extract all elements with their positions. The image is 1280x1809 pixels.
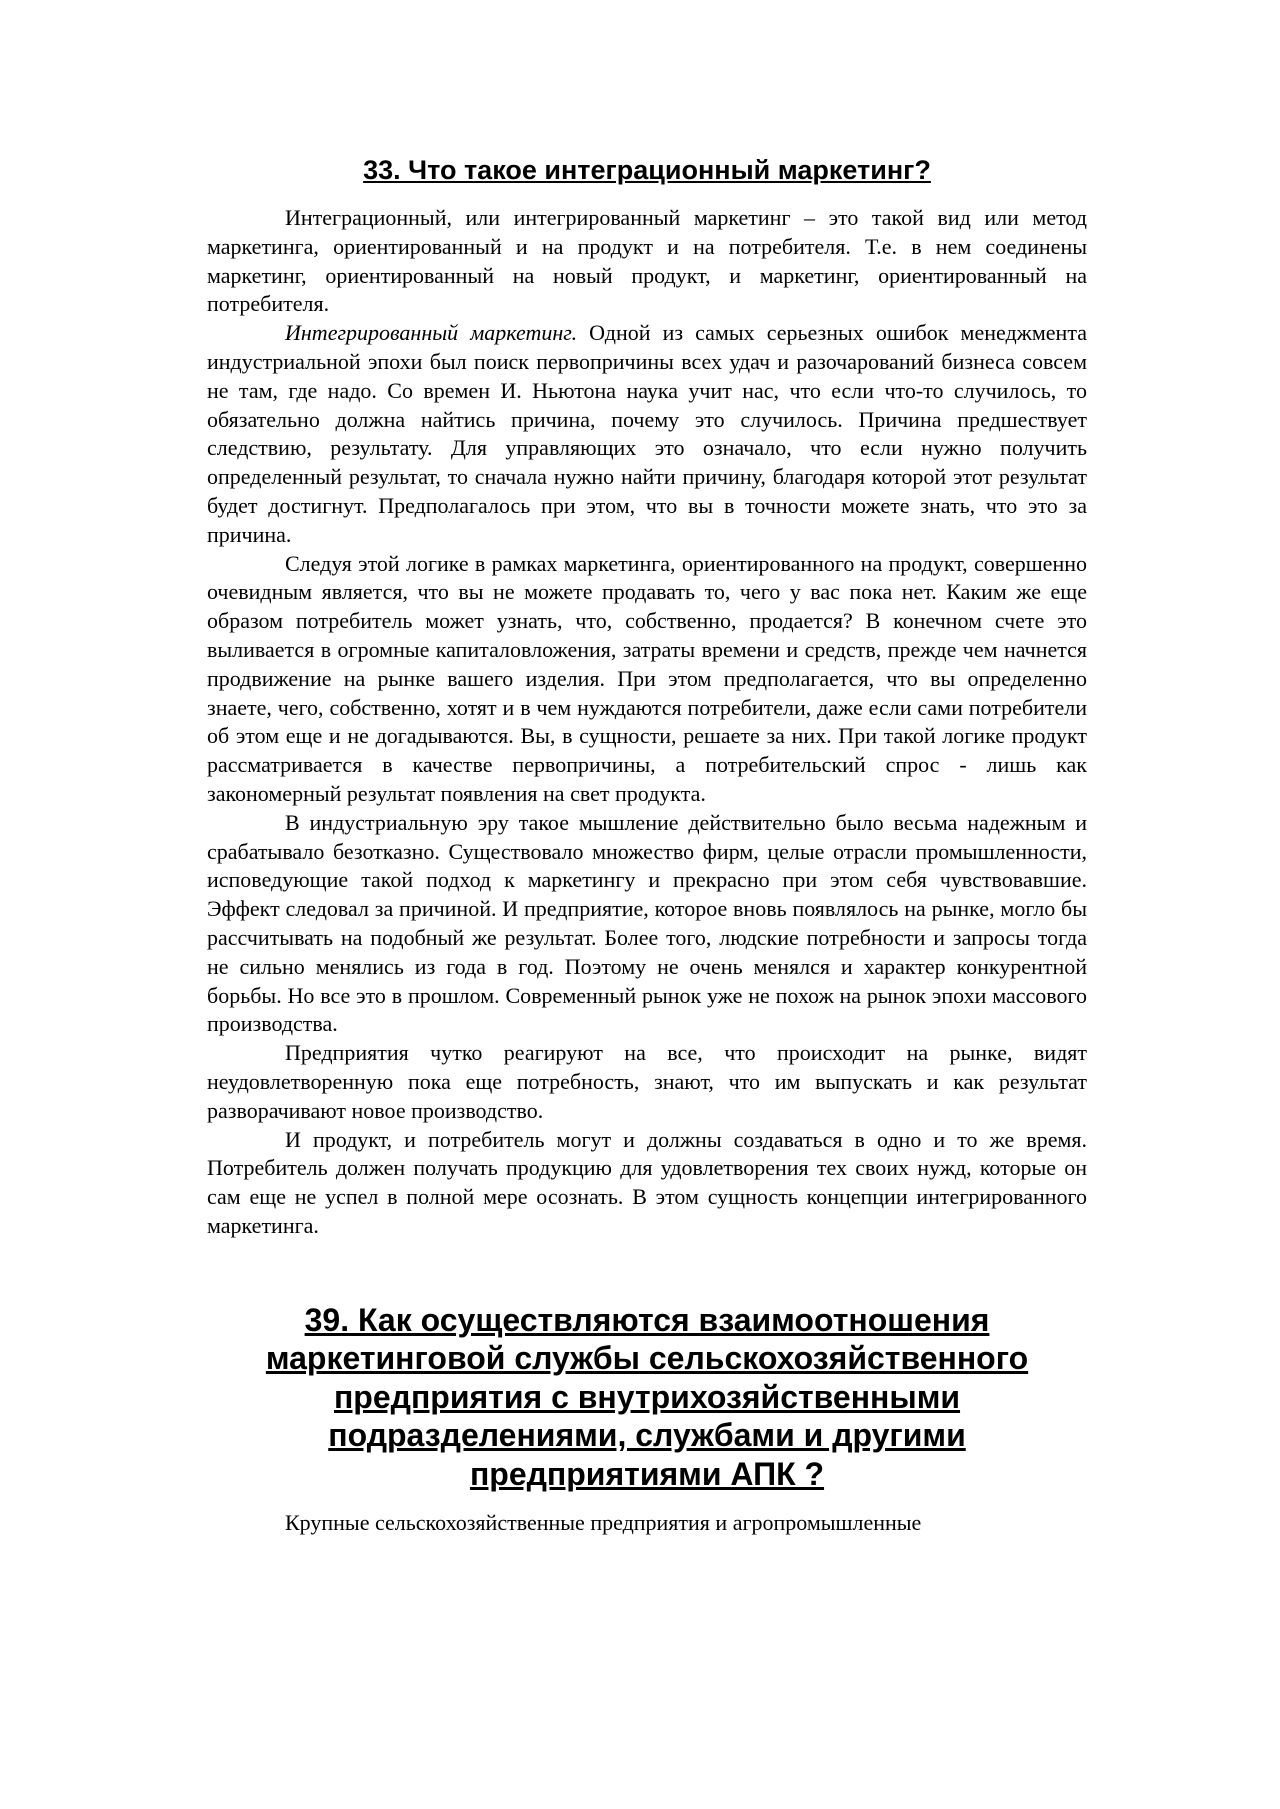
paragraph-text: Интеграционный, или интегрированный маркетинг – это такой вид или метод маркетинга, ориентированный и на продукт и на потребителя. Т.е. в нем соединены маркетинг, ориентированный на новый продукт, и маркетинг, ориентированный на потребителя. — [207, 205, 1087, 317]
paragraph — [207, 1039, 1087, 1125]
paragraph-text: Крупные сельскохозяйственные предприятия и агропромышленные — [285, 1510, 922, 1536]
paragraph-text: Одной из самых серьезных ошибок менеджмента индустриальной эпохи был поиск первопричины всех удач и разочарований бизнеса совсем не там, где надо. Со времен И. Ньютона наука учит нас, что если что-то случилось, то обязательно должна найтись причина, почему это случилось. Причина предшествует следствию, результату. Для управляющих это означало, что если нужно получить определенный результат, то сначала нужно найти причину, благодаря которой этот результат будет достигнут. Предполагалось при этом, что вы в точности можете знать, что это за причина. — [207, 320, 1087, 547]
paragraph — [207, 319, 1087, 549]
paragraph-text: В индустриальную эру такое мышление действительно было весьма надежным и срабатывало безотказно. Существовало множество фирм, целые отрасли промышленности, исповедующие такой подход к маркетингу и прекрасно при этом себя чувствовавшие. Эффект следовал за причиной. И предприятие, которое вновь появлялось на рынке, могло бы рассчитывать на подобный же результат. Более того, людские потребности и запросы тогда не сильно менялись из года в год. Поэтому не очень менялся и характер конкурентной борьбы. Но все это в прошлом. Современный рынок уже не похож на рынок эпохи массового производства. — [207, 809, 1087, 1037]
section-39-body — [207, 1509, 1087, 1538]
paragraph — [207, 550, 1087, 809]
section-39-title: 39. Как осуществляются взаимоотношения маркетинговой службы сельскохозяйственного предприятия с внутрихозяйственными подразделениями, службами и другими предприятиями АПК ? — [265, 1301, 1029, 1492]
paragraph — [207, 204, 1087, 319]
paragraph-text: Следуя этой логике в рамках маркетинга, ориентированного на продукт, совершенно очевидным является, что вы не можете продавать то, чего у вас пока нет. Каким же еще образом потребитель может узнать, что, собственно, продается? В конечном счете это выливается в огромные капиталовложения, затраты времени и средств, прежде чем начнется продвижение на рынке вашего изделия. При этом предполагается, что вы определенно знаете, чего, собственно, хотят и в чем нуждаются потребители, даже если сами потребители об этом еще и не догадываются. Вы, в сущности, решаете за них. При такой логике продукт рассматривается в качестве первопричины, а потребительский спрос - лишь как закономерный результат появления на свет продукта. — [207, 550, 1087, 806]
paragraph — [207, 1126, 1087, 1241]
paragraph — [207, 809, 1087, 1039]
paragraph — [207, 1509, 1087, 1538]
paragraph-text: И продукт, и потребитель могут и должны создаваться в одно и то же время. Потребитель должен получать продукцию для удовлетворения тех своих нужд, которые он сам еще не успел в полной мере осознать. В этом сущность концепции интегрированного маркетинга. — [207, 1126, 1087, 1238]
section-33-body — [207, 204, 1087, 1241]
paragraph-text: Предприятия чутко реагируют на все, что происходит на рынке, видят неудовлетворенную пока еще потребность, знают, что им выпускать и как результат разворачивают новое производство. — [207, 1040, 1087, 1123]
page-content — [207, 152, 1087, 1538]
paragraph-lead-italic: Интегрированный маркетинг. — [285, 320, 578, 346]
section-33-title: 33. Что такое интеграционный маркетинг? — [363, 155, 931, 185]
